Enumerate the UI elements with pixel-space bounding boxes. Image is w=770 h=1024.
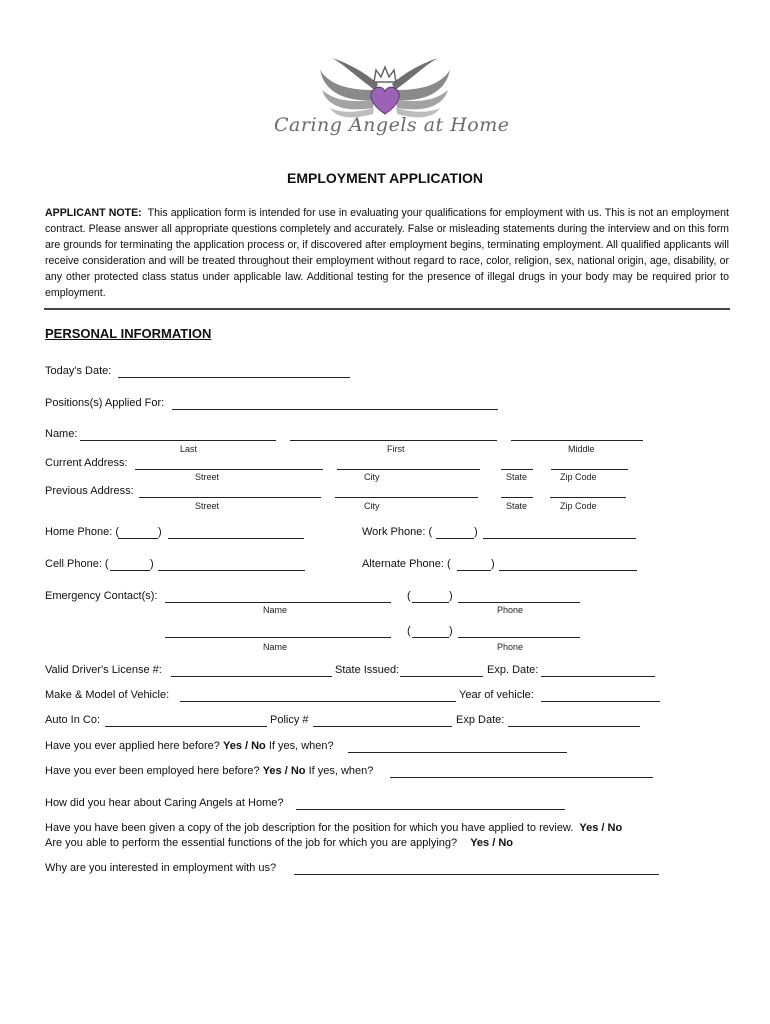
cell-phone-label: Cell Phone: ( — [45, 558, 109, 570]
interest-field[interactable] — [294, 874, 659, 875]
emergency-phone-open-1: ( — [407, 590, 411, 602]
alternate-phone-label: Alternate Phone: ( — [362, 558, 451, 570]
cell-phone-area-field[interactable] — [110, 570, 150, 571]
current-city-caption: City — [364, 472, 380, 482]
cell-phone-field[interactable] — [158, 570, 305, 571]
name-last-caption: Last — [180, 444, 198, 454]
emergency-phone-paren-1: ) — [449, 590, 453, 602]
current-city-field[interactable] — [337, 469, 480, 470]
emergency-phone-open-2: ( — [407, 625, 411, 637]
previous-city-caption: City — [364, 501, 380, 511]
todays-date-label: Today's Date: — [45, 365, 112, 377]
employed-before-question — [45, 765, 373, 777]
applied-before-label: Have you ever applied here before? — [45, 740, 220, 752]
employed-before-when-field[interactable] — [390, 777, 653, 778]
work-phone-area-field[interactable] — [436, 538, 474, 539]
emergency-name-field-2[interactable] — [165, 637, 391, 638]
home-phone-field[interactable] — [168, 538, 304, 539]
previous-street-caption: Street — [195, 501, 220, 511]
home-phone-label: Home Phone: ( — [45, 526, 119, 538]
emergency-phone-area-field-2[interactable] — [412, 637, 449, 638]
logo-text: Caring Angels at Home — [274, 114, 510, 136]
job-desc-label: Have you have been given a copy of the job description for the position for which you have applied to review. — [45, 822, 574, 834]
essential-yes-no[interactable]: Yes / No — [470, 837, 513, 849]
emergency-phone-caption-1: Phone — [497, 605, 524, 615]
home-phone-area-field[interactable] — [118, 538, 158, 539]
current-state-caption: State — [506, 472, 528, 482]
essential-label: Are you able to perform the essential functions of the job for which you are applying? — [45, 837, 458, 849]
employed-before-if-yes: If yes, when? — [308, 765, 374, 777]
emergency-name-caption-2: Name — [263, 642, 288, 652]
emergency-phone-field-1[interactable] — [458, 602, 580, 603]
emergency-label: Emergency Contact(s): — [45, 590, 158, 602]
current-address-label: Current Address: — [45, 457, 128, 469]
applied-before-yes-no[interactable]: Yes / No — [222, 740, 266, 752]
previous-state-field[interactable] — [501, 497, 533, 498]
hear-about-field[interactable] — [296, 809, 565, 810]
alternate-phone-paren: ) — [491, 558, 495, 570]
vehicle-year-label: Year of vehicle: — [459, 689, 534, 701]
current-street-field[interactable] — [135, 469, 323, 470]
applicant-note — [45, 205, 729, 301]
emergency-name-field-1[interactable] — [165, 602, 391, 603]
license-exp-field[interactable] — [541, 676, 655, 677]
note-label: APPLICANT NOTE: — [45, 207, 142, 219]
current-zip-caption: Zip Code — [560, 472, 597, 482]
auto-ins-label: Auto In Co: — [45, 714, 101, 726]
emergency-phone-area-field-1[interactable] — [412, 602, 449, 603]
home-phone-paren: ) — [158, 526, 162, 538]
hear-about-label: How did you hear about Caring Angels at Home? — [45, 797, 284, 809]
license-exp-label: Exp. Date: — [487, 664, 539, 676]
section-heading-personal: PERSONAL INFORMATION — [45, 326, 212, 341]
current-street-caption: Street — [195, 472, 220, 482]
alternate-phone-field[interactable] — [499, 570, 637, 571]
current-zip-field[interactable] — [551, 469, 628, 470]
logo — [270, 50, 510, 146]
policy-exp-label: Exp Date: — [456, 714, 505, 726]
employed-before-yes-no[interactable]: Yes / No — [262, 765, 306, 777]
work-phone-label: Work Phone: ( — [362, 526, 433, 538]
emergency-phone-caption-2: Phone — [497, 642, 524, 652]
current-state-field[interactable] — [501, 469, 533, 470]
policy-field[interactable] — [313, 726, 452, 727]
name-first-field[interactable] — [290, 440, 497, 441]
auto-ins-field[interactable] — [105, 726, 267, 727]
previous-city-field[interactable] — [335, 497, 478, 498]
state-issued-field[interactable] — [400, 676, 483, 677]
name-middle-caption: Middle — [568, 444, 595, 454]
cell-phone-paren: ) — [150, 558, 154, 570]
policy-label: Policy # — [270, 714, 309, 726]
previous-zip-field[interactable] — [550, 497, 626, 498]
name-label: Name: — [45, 428, 78, 440]
page-title: EMPLOYMENT APPLICATION — [287, 170, 483, 186]
previous-state-caption: State — [506, 501, 528, 511]
previous-address-label: Previous Address: — [45, 485, 134, 497]
job-desc-yes-no[interactable]: Yes / No — [579, 822, 623, 834]
work-phone-field[interactable] — [483, 538, 636, 539]
todays-date-field[interactable] — [118, 377, 350, 378]
emergency-name-caption-1: Name — [263, 605, 288, 615]
drivers-license-field[interactable] — [171, 676, 332, 677]
interest-label: Why are you interested in employment with us? — [45, 862, 277, 874]
employed-before-label: Have you ever been employed here before? — [45, 765, 260, 777]
emergency-phone-paren-2: ) — [449, 625, 453, 637]
previous-street-field[interactable] — [139, 497, 321, 498]
note-body: This application form is intended for use in evaluating your qualifications for employment with us. This is not an employment contract. Please answer all appropriate questions completely and accurately. False or misleading statements during the interview and on this form are grounds for terminating the application process or, if discovered after employment begins, terminating employment. All qualified applicants will receive consideration and will be treated throughout their employment without regard to race, color, religion, sex, national origin, age, disability, or any other protected class status under applicable law. Additional testing for the presence of illegal drugs in your body may be required prior to employment. — [45, 207, 729, 299]
applied-before-if-yes: If yes, when? — [268, 740, 334, 752]
vehicle-year-field[interactable] — [541, 701, 660, 702]
drivers-license-label: Valid Driver's License #: — [45, 664, 162, 676]
policy-exp-field[interactable] — [508, 726, 640, 727]
applied-before-when-field[interactable] — [348, 752, 567, 753]
applied-before-question — [45, 740, 334, 752]
name-middle-field[interactable] — [511, 440, 643, 441]
positions-label: Positions(s) Applied For: — [45, 397, 165, 409]
alternate-phone-area-field[interactable] — [457, 570, 491, 571]
emergency-phone-field-2[interactable] — [458, 637, 580, 638]
name-last-field[interactable] — [80, 440, 276, 441]
previous-zip-caption: Zip Code — [560, 501, 597, 511]
name-first-caption: First — [387, 444, 405, 454]
divider — [44, 308, 730, 310]
job-desc-question — [45, 822, 622, 834]
essential-question — [45, 837, 513, 849]
positions-field[interactable] — [172, 409, 498, 410]
work-phone-paren: ) — [474, 526, 478, 538]
state-issued-label: State Issued: — [335, 664, 400, 676]
vehicle-label: Make & Model of Vehicle: — [45, 689, 170, 701]
vehicle-field[interactable] — [180, 701, 456, 702]
